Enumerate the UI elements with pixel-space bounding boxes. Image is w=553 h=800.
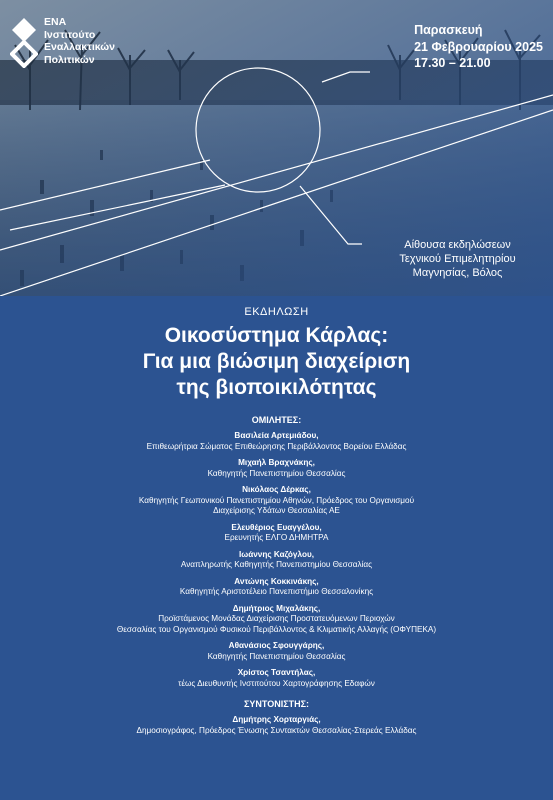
speaker-role: Καθηγητής Γεωπονικού Πανεπιστημίου Αθηνών, Πρόεδρος του Οργανισμού — [138, 495, 415, 505]
speaker-name: Μιχαήλ Βραχνάκης, — [238, 458, 315, 467]
speaker-role: Ερευνητής ΕΛΓΟ ΔΗΜΗΤΡΑ — [224, 533, 329, 542]
event-datetime — [414, 22, 543, 72]
speaker-role: τέως Διευθυντής Ινστιτούτου Χαρτογράφησης Εδαφών — [178, 678, 375, 688]
speaker-entry — [0, 577, 553, 598]
speaker-entry — [0, 485, 553, 517]
logo-line: Εναλλακτικών — [44, 41, 115, 53]
speaker-role: Επιθεωρήτρια Σώματος Επιθεώρησης Περιβάλλοντος Βορείου Ελλάδας — [146, 441, 407, 451]
moderator-role: Δημοσιογράφος, Πρόεδρος Ένωσης Συντακτών Θεσσαλίας-Στερεάς Ελλάδας — [136, 725, 417, 735]
event-day: Παρασκευή — [414, 23, 483, 37]
event-details — [0, 296, 553, 736]
speakers-heading: ΟΜΙΛΗΤΕΣ: — [251, 415, 302, 425]
event-label: ΕΚΔΗΛΩΣΗ — [244, 306, 309, 318]
speaker-name: Αντώνης Κοκκινάκης, — [234, 576, 319, 586]
event-time: 17.30 – 21.00 — [414, 56, 491, 70]
title-line: της βιοποικιλότητας — [176, 376, 377, 399]
event-venue — [370, 238, 545, 280]
ena-logo-icon — [10, 16, 38, 68]
speaker-name: Ελευθέριος Ευαγγέλου, — [231, 522, 322, 532]
event-date: 21 Φεβρουαρίου 2025 — [414, 39, 543, 54]
moderator-entry — [0, 715, 553, 736]
venue-line: Μαγνησίας, Βόλος — [412, 267, 503, 279]
speaker-name: Χρίστος Τσαντήλας, — [237, 668, 316, 677]
speaker-entry — [0, 458, 553, 479]
speaker-role: Καθηγητής Πανεπιστημίου Θεσσαλίας — [207, 651, 346, 661]
speaker-name: Αθανάσιος Σφουγγάρης, — [228, 641, 325, 650]
logo-text — [44, 16, 115, 68]
speaker-name: Βασιλεία Αρτεμιάδου, — [234, 431, 319, 440]
speaker-entry — [0, 523, 553, 544]
speaker-entry — [0, 668, 553, 689]
institute-logo — [10, 16, 115, 68]
speakers-list — [0, 431, 553, 689]
speaker-name: Δημήτριος Μιχαλάκης, — [232, 603, 321, 613]
speaker-entry — [0, 431, 553, 452]
speaker-entry — [0, 550, 553, 571]
moderator-name: Δημήτρης Χορταργιάς, — [232, 715, 321, 724]
moderator-heading: ΣΥΝΤΟΝΙΣΤΗΣ: — [243, 699, 310, 709]
speaker-role: Προϊστάμενος Μονάδας Διαχείρισης Προστατευόμενων Περιοχών — [158, 614, 395, 623]
venue-line: Τεχνικού Επιμελητηρίου — [399, 253, 516, 265]
speaker-role: Διαχείρισης Υδάτων Θεσσαλίας ΑΕ — [213, 506, 340, 515]
logo-line: Ινστιτούτο — [44, 28, 96, 41]
logo-line: Πολιτικών — [44, 53, 95, 66]
title-line: Οικοσύστημα Κάρλας: — [164, 324, 389, 347]
speaker-role: Θεσσαλίας του Οργανισμού Φυσικού Περιβάλλοντος & Κλιματικής Αλλαγής (ΟΦΥΠΕΚΑ) — [116, 624, 437, 634]
speaker-name: Νικόλαος Δέρκας, — [242, 485, 311, 494]
venue-line: Αίθουσα εκδηλώσεων — [404, 239, 511, 251]
speaker-role: Αναπληρωτής Καθηγητής Πανεπιστημίου Θεσσαλίας — [180, 560, 373, 569]
speaker-role: Καθηγητής Πανεπιστημίου Θεσσαλίας — [207, 468, 346, 478]
speaker-entry — [0, 641, 553, 662]
speaker-role: Καθηγητής Αριστοτέλειο Πανεπιστήμιο Θεσσαλονίκης — [179, 587, 374, 596]
title-line: Για μια βιώσιμη διαχείριση — [142, 350, 411, 373]
logo-line: ΕΝΑ — [44, 16, 67, 28]
event-title — [0, 323, 553, 401]
speaker-name: Ιωάννης Καζόγλου, — [239, 549, 314, 559]
hero-photo — [0, 0, 553, 296]
speaker-entry — [0, 604, 553, 636]
